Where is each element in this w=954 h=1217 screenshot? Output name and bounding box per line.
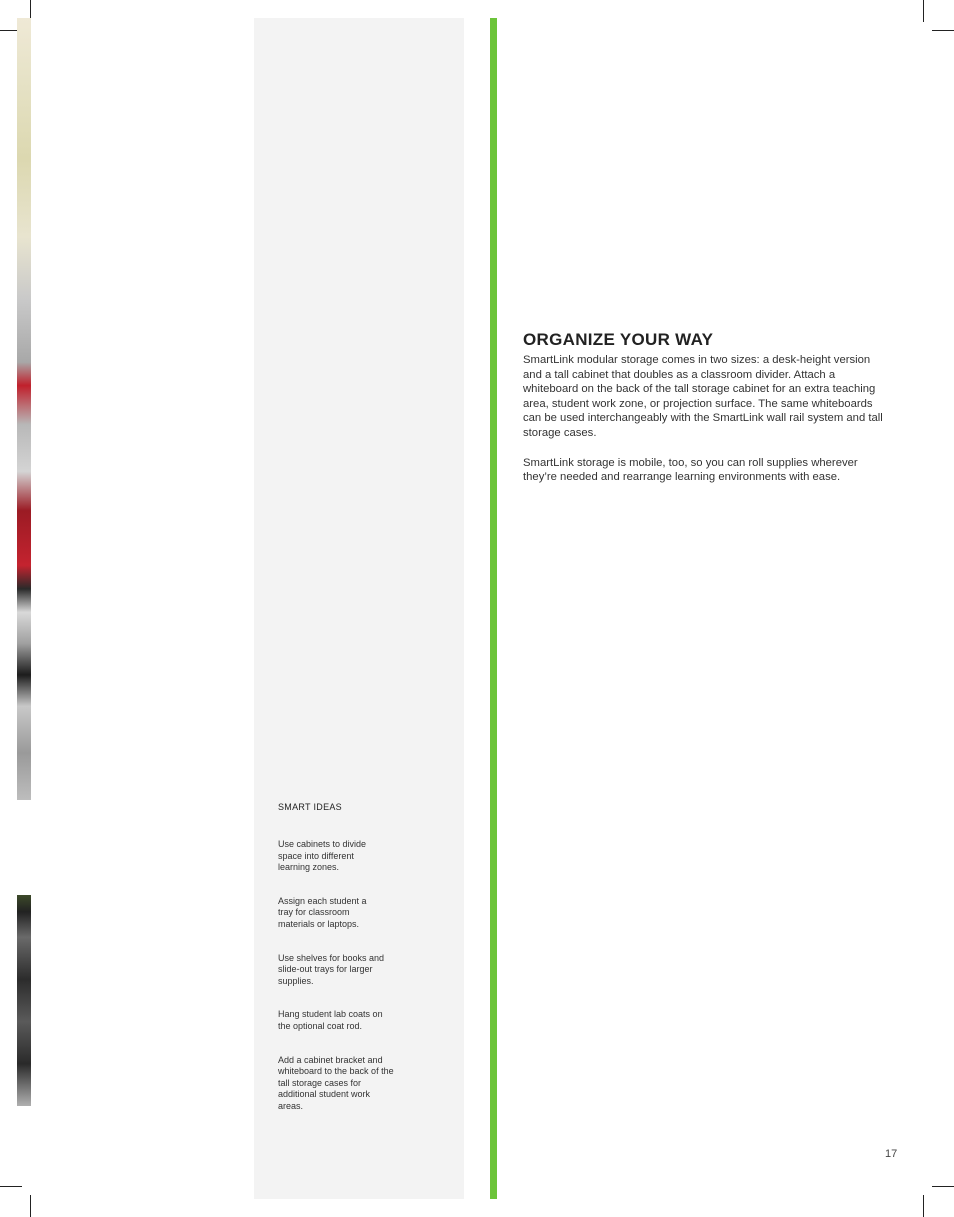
smart-idea-item: Add a cabinet bracket and whiteboard to the back of the tall storage cases for additional student work areas. bbox=[278, 1054, 394, 1111]
crop-mark bbox=[923, 1195, 924, 1217]
body-paragraph: SmartLink modular storage comes in two sizes: a desk-height version and a tall cabinet that doubles as a classroom divider. Attach a whiteboard on the back of the tall storage cabinet for an extra teaching area, student work zone, or projection surface. The same whiteboards can be used interchangeably with the SmartLink wall rail system and tall storage cases. bbox=[523, 354, 883, 439]
smart-ideas-sidebar bbox=[278, 802, 403, 1135]
smart-idea-item: Use cabinets to divide space into different learning zones. bbox=[278, 839, 367, 873]
crop-mark bbox=[30, 1195, 31, 1217]
crop-mark bbox=[932, 30, 954, 31]
smart-ideas-title: SMART IDEAS bbox=[278, 802, 342, 812]
page-title: ORGANIZE YOUR WAY bbox=[523, 330, 714, 349]
photo-edge-top bbox=[17, 18, 31, 800]
main-article bbox=[523, 330, 883, 500]
smart-idea-item: Use shelves for books and slide-out trays for larger supplies. bbox=[278, 952, 385, 986]
smart-idea-item: Hang student lab coats on the optional coat rod. bbox=[278, 1009, 383, 1031]
crop-mark bbox=[932, 1186, 954, 1187]
accent-divider bbox=[490, 18, 497, 1199]
photo-edge-bottom bbox=[17, 895, 31, 1106]
body-paragraph: SmartLink storage is mobile, too, so you can roll supplies wherever they’re needed and rearrange learning environments with ease. bbox=[523, 456, 858, 484]
crop-mark bbox=[923, 0, 924, 22]
smart-idea-item: Assign each student a tray for classroom materials or laptops. bbox=[278, 895, 367, 929]
page-number: 17 bbox=[885, 1148, 898, 1160]
crop-mark bbox=[0, 1186, 22, 1187]
